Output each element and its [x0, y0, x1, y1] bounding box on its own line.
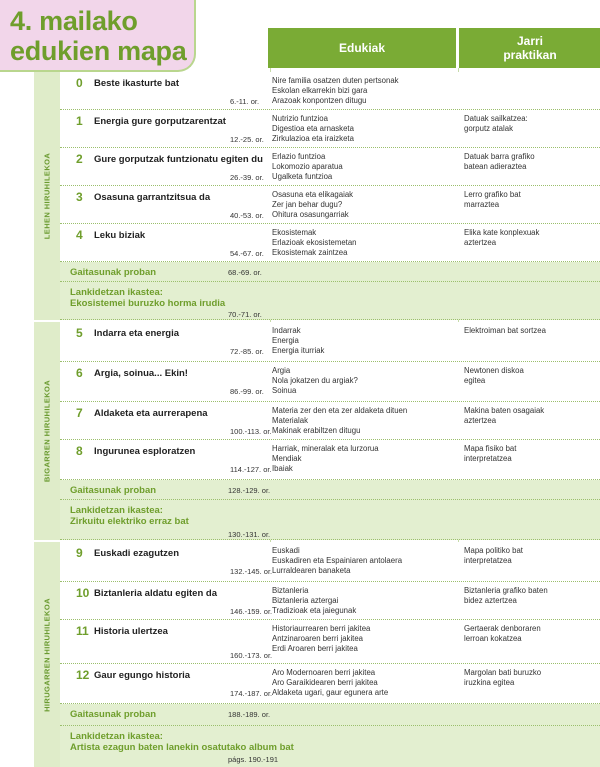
- term-tab-2: [34, 322, 60, 540]
- table-row-unit-2: [60, 148, 600, 186]
- table-row-unit-0: [60, 72, 600, 110]
- unit-pages: 174.-187. or.: [230, 689, 273, 698]
- edukiak-item: Ekosistemak zaintzea: [272, 248, 348, 257]
- header-separator: [456, 28, 459, 68]
- gaitasunak-row-3: [60, 704, 600, 726]
- unit-number: 10: [76, 586, 90, 600]
- unit-jarri: [464, 586, 548, 606]
- unit-pages: 6.-11. or.: [230, 97, 260, 106]
- lankidetzan-line2: Zirkuitu elektriko erraz bat: [70, 516, 189, 527]
- unit-number: 9: [76, 546, 83, 560]
- edukiak-item: Zer jan behar dugu?: [272, 200, 343, 209]
- unit-edukiak: [272, 152, 343, 182]
- term-label-1: LEHEN HIRUHILEKOA: [42, 152, 52, 240]
- jarri-item: batean adieraztea: [464, 162, 527, 171]
- edukiak-item: Indarrak: [272, 326, 301, 335]
- jarri-item: Mapa fisiko bat: [464, 444, 517, 453]
- edukiak-item: Antzinaroaren berri jakitea: [272, 634, 364, 643]
- unit-pages: 132.-145. or.: [230, 567, 273, 576]
- edukiak-item: Energia: [272, 336, 299, 345]
- lankidetzan-pages: págs. 190.-191: [228, 755, 279, 764]
- unit-edukiak: [272, 190, 353, 220]
- unit-number: 6: [76, 366, 83, 380]
- jarri-item: Elektroiman bat sortzea: [464, 326, 546, 335]
- edukiak-item: Aldaketa ugari, gaur egunera arte: [272, 688, 389, 697]
- jarri-item: Lerro grafiko bat: [464, 190, 521, 199]
- term-tab-1: [34, 72, 60, 320]
- jarri-item: Datuak barra grafiko: [464, 152, 535, 161]
- unit-edukiak: [272, 326, 324, 356]
- jarri-item: Biztanleria grafiko baten: [464, 586, 548, 595]
- unit-jarri: [464, 444, 516, 464]
- unit-edukiak: [272, 546, 402, 576]
- table-header: [268, 28, 600, 68]
- unit-edukiak: [272, 624, 370, 654]
- edukiak-item: Tradizioak eta jaiegunak: [272, 606, 357, 615]
- edukiak-item: Digestioa eta arnasketa: [272, 124, 354, 133]
- edukiak-item: Energia iturriak: [272, 346, 325, 355]
- table-row-unit-5: [60, 322, 600, 362]
- jarri-item: Mapa politiko bat: [464, 546, 523, 555]
- unit-title: Indarra eta energia: [94, 328, 180, 339]
- unit-number: 4: [76, 228, 83, 242]
- unit-number: 11: [76, 624, 89, 638]
- edukiak-item: Euskadi: [272, 546, 300, 555]
- jarri-item: Gertaerak denboraren: [464, 624, 541, 633]
- unit-title: Leku biziak: [94, 230, 146, 241]
- gaitasunak-title: Gaitasunak proban: [70, 267, 157, 278]
- header-jarri-line2: praktikan: [503, 48, 557, 62]
- unit-jarri: [464, 624, 541, 644]
- edukiak-item: Biztanleria: [272, 586, 309, 595]
- jarri-item: Makina baten osagaiak: [464, 406, 545, 415]
- table-row-unit-3: [60, 186, 600, 224]
- lankidetzan-line1: Lankidetzan ikastea:: [70, 505, 163, 516]
- table-row-unit-6: [60, 362, 600, 402]
- jarri-item: egitea: [464, 376, 486, 385]
- lankidetzan-title: [70, 731, 294, 753]
- lankidetzan-line1: Lankidetzan ikastea:: [70, 287, 163, 298]
- unit-pages: 72.-85. or.: [230, 347, 264, 356]
- lankidetzan-row-1: [60, 282, 600, 320]
- jarri-item: marraztea: [464, 200, 500, 209]
- lankidetzan-line2: Ekosistemei buruzko horma irudia: [70, 298, 226, 309]
- page-title-line2: edukien mapa: [10, 36, 187, 66]
- unit-title: Energia gure gorputzarentzat: [94, 116, 226, 127]
- edukiak-item: Mendiak: [272, 454, 302, 463]
- unit-title: Biztanleria aldatu egiten da: [94, 588, 217, 599]
- gaitasunak-pages: 68.-69. or.: [228, 268, 262, 277]
- unit-title: Historia ulertzea: [94, 626, 168, 637]
- jarri-item: aztertzea: [464, 238, 497, 247]
- unit-edukiak: [272, 228, 357, 258]
- edukiak-item: Nire familia osatzen duten pertsonak: [272, 76, 399, 85]
- lankidetzan-pages: 130.-131. or.: [228, 530, 271, 539]
- term-label-3: HIRUGARREN HIRUHILEKOA: [42, 597, 52, 712]
- unit-pages: 146.-159. or.: [230, 607, 273, 616]
- unit-jarri: [464, 326, 546, 336]
- table-row-unit-9: [60, 542, 600, 582]
- term-label-2: BIGARREN HIRUHILEKOA: [42, 379, 52, 483]
- header-edukiak: Edukiak: [338, 41, 386, 55]
- jarri-item: Elika kate konplexuak: [464, 228, 540, 237]
- unit-jarri: [464, 228, 539, 248]
- edukiak-item: Aro Modernoaren berri jakitea: [272, 668, 376, 677]
- unit-edukiak: [272, 668, 388, 698]
- gaitasunak-row-2: [60, 480, 600, 500]
- unit-jarri: [464, 546, 523, 566]
- gaitasunak-title: Gaitasunak proban: [70, 485, 157, 496]
- unit-number: 7: [76, 406, 83, 420]
- unit-pages: 54.-67. or.: [230, 249, 264, 258]
- edukiak-item: Argia: [272, 366, 291, 375]
- unit-number: 0: [76, 76, 83, 90]
- unit-title: Beste ikasturte bat: [94, 78, 180, 89]
- lankidetzan-pages: 70.-71. or.: [228, 310, 262, 319]
- edukiak-item: Lokomozio aparatua: [272, 162, 343, 171]
- table-row-unit-4: [60, 224, 600, 262]
- edukiak-item: Nutrizio funtzioa: [272, 114, 328, 123]
- jarri-item: Margolan bati buruzko: [464, 668, 542, 677]
- unit-number: 5: [76, 326, 83, 340]
- unit-number: 3: [76, 190, 83, 204]
- table-row-unit-1: [60, 110, 600, 148]
- unit-number: 12: [76, 668, 90, 682]
- unit-jarri: [464, 668, 541, 688]
- unit-jarri: [464, 190, 521, 210]
- unit-jarri: [464, 366, 524, 386]
- unit-jarri: [464, 152, 535, 172]
- edukiak-item: Soinua: [272, 386, 297, 395]
- edukiak-item: Biztanleria aztergai: [272, 596, 339, 605]
- unit-pages: 160.-173. or.: [230, 651, 273, 660]
- unit-title: Ingurunea esploratzen: [94, 446, 196, 457]
- lankidetzan-title: [70, 505, 189, 527]
- lankidetzan-row-3: [60, 726, 600, 767]
- jarri-item: lerroan kokatzea: [464, 634, 522, 643]
- gaitasunak-pages: 188.-189. or.: [228, 710, 271, 719]
- lankidetzan-row-2: [60, 500, 600, 540]
- edukiak-item: Historiaurrearen berri jakitea: [272, 624, 371, 633]
- unit-title: Aldaketa eta aurrerapena: [94, 408, 208, 419]
- unit-jarri: [464, 114, 528, 134]
- table-row-unit-11: [60, 620, 600, 664]
- edukiak-item: Ugalketa funtzioa: [272, 172, 333, 181]
- edukiak-item: Eskolan elkarrekin bizi gara: [272, 86, 368, 95]
- edukiak-item: Harriak, mineralak eta lurzorua: [272, 444, 379, 453]
- unit-title: Argia, soinua... Ekin!: [94, 368, 188, 379]
- unit-pages: 100.-113. or.: [230, 427, 272, 436]
- unit-number: 1: [76, 114, 83, 128]
- edukiak-item: Arazoak konpontzen ditugu: [272, 96, 367, 105]
- header-jarri-praktikan: [460, 28, 600, 68]
- table-row-unit-12: [60, 664, 600, 704]
- unit-edukiak: [272, 586, 356, 616]
- table-row-unit-8: [60, 440, 600, 480]
- page-title-box: [0, 0, 196, 72]
- unit-pages: 86.-99. or.: [230, 387, 264, 396]
- edukiak-item: Materia zer den eta zer aldaketa dituen: [272, 406, 408, 415]
- unit-number: 8: [76, 444, 83, 458]
- unit-title: Gaur egungo historia: [94, 670, 191, 681]
- jarri-item: interpretatzea: [464, 556, 512, 565]
- unit-pages: 12.-25. or.: [230, 135, 264, 144]
- table-row-unit-7: [60, 402, 600, 440]
- edukiak-item: Ohitura osasungarriak: [272, 210, 349, 219]
- jarri-item: gorputz atalak: [464, 124, 513, 133]
- edukiak-item: Materialak: [272, 416, 308, 425]
- edukiak-item: Zirkulazioa eta iraizketa: [272, 134, 354, 143]
- unit-title: Euskadi ezagutzen: [94, 548, 179, 559]
- unit-jarri: [464, 406, 544, 426]
- lankidetzan-line2: Artista ezagun baten lanekin osatutako album bat: [70, 742, 294, 753]
- lankidetzan-line1: Lankidetzan ikastea:: [70, 731, 163, 742]
- jarri-item: Datuak sailkatzea:: [464, 114, 528, 123]
- unit-title: Gure gorputzak funtzionatu egiten du: [94, 154, 263, 165]
- edukiak-item: Aro Garaikidearen berri jakitea: [272, 678, 378, 687]
- edukiak-item: Euskadiren eta Espainiaren antolaera: [272, 556, 403, 565]
- jarri-item: interpretatzea: [464, 454, 512, 463]
- gaitasunak-pages: 128.-129. or.: [228, 486, 271, 495]
- edukiak-item: Erdi Aroaren berri jakitea: [272, 644, 358, 653]
- edukiak-item: Erlazioak ekosistemetan: [272, 238, 357, 247]
- unit-pages: 26.-39. or.: [230, 173, 264, 182]
- unit-edukiak: [272, 114, 354, 144]
- unit-pages: 40.-53. or.: [230, 211, 264, 220]
- unit-number: 2: [76, 152, 83, 166]
- unit-edukiak: [272, 366, 358, 396]
- edukiak-item: Ekosistemak: [272, 228, 317, 237]
- unit-pages: 114.-127. or.: [230, 465, 272, 474]
- edukiak-item: Makinak erabiltzen ditugu: [272, 426, 361, 435]
- unit-edukiak: [272, 444, 379, 474]
- unit-title: Osasuna garrantzitsua da: [94, 192, 211, 203]
- page-title-line1: 4. mailako: [10, 6, 138, 36]
- edukiak-item: Osasuna eta elikagaiak: [272, 190, 354, 199]
- header-jarri-line1: Jarri: [516, 34, 543, 48]
- jarri-item: aztertzea: [464, 416, 497, 425]
- table-row-unit-10: [60, 582, 600, 620]
- jarri-item: bidez aztertzea: [464, 596, 517, 605]
- edukiak-item: Erlazio funtzioa: [272, 152, 326, 161]
- edukiak-item: Ibaiak: [272, 464, 293, 473]
- gaitasunak-row-1: [60, 262, 600, 282]
- jarri-item: iruzkina egitea: [464, 678, 515, 687]
- jarri-item: Newtonen diskoa: [464, 366, 524, 375]
- edukiak-item: Lurraldearen banaketa: [272, 566, 351, 575]
- unit-edukiak: [272, 76, 399, 106]
- unit-edukiak: [272, 406, 407, 436]
- edukiak-item: Nola jokatzen du argiak?: [272, 376, 358, 385]
- term-tab-3: [34, 542, 60, 767]
- gaitasunak-title: Gaitasunak proban: [70, 709, 157, 720]
- lankidetzan-title: [70, 287, 225, 309]
